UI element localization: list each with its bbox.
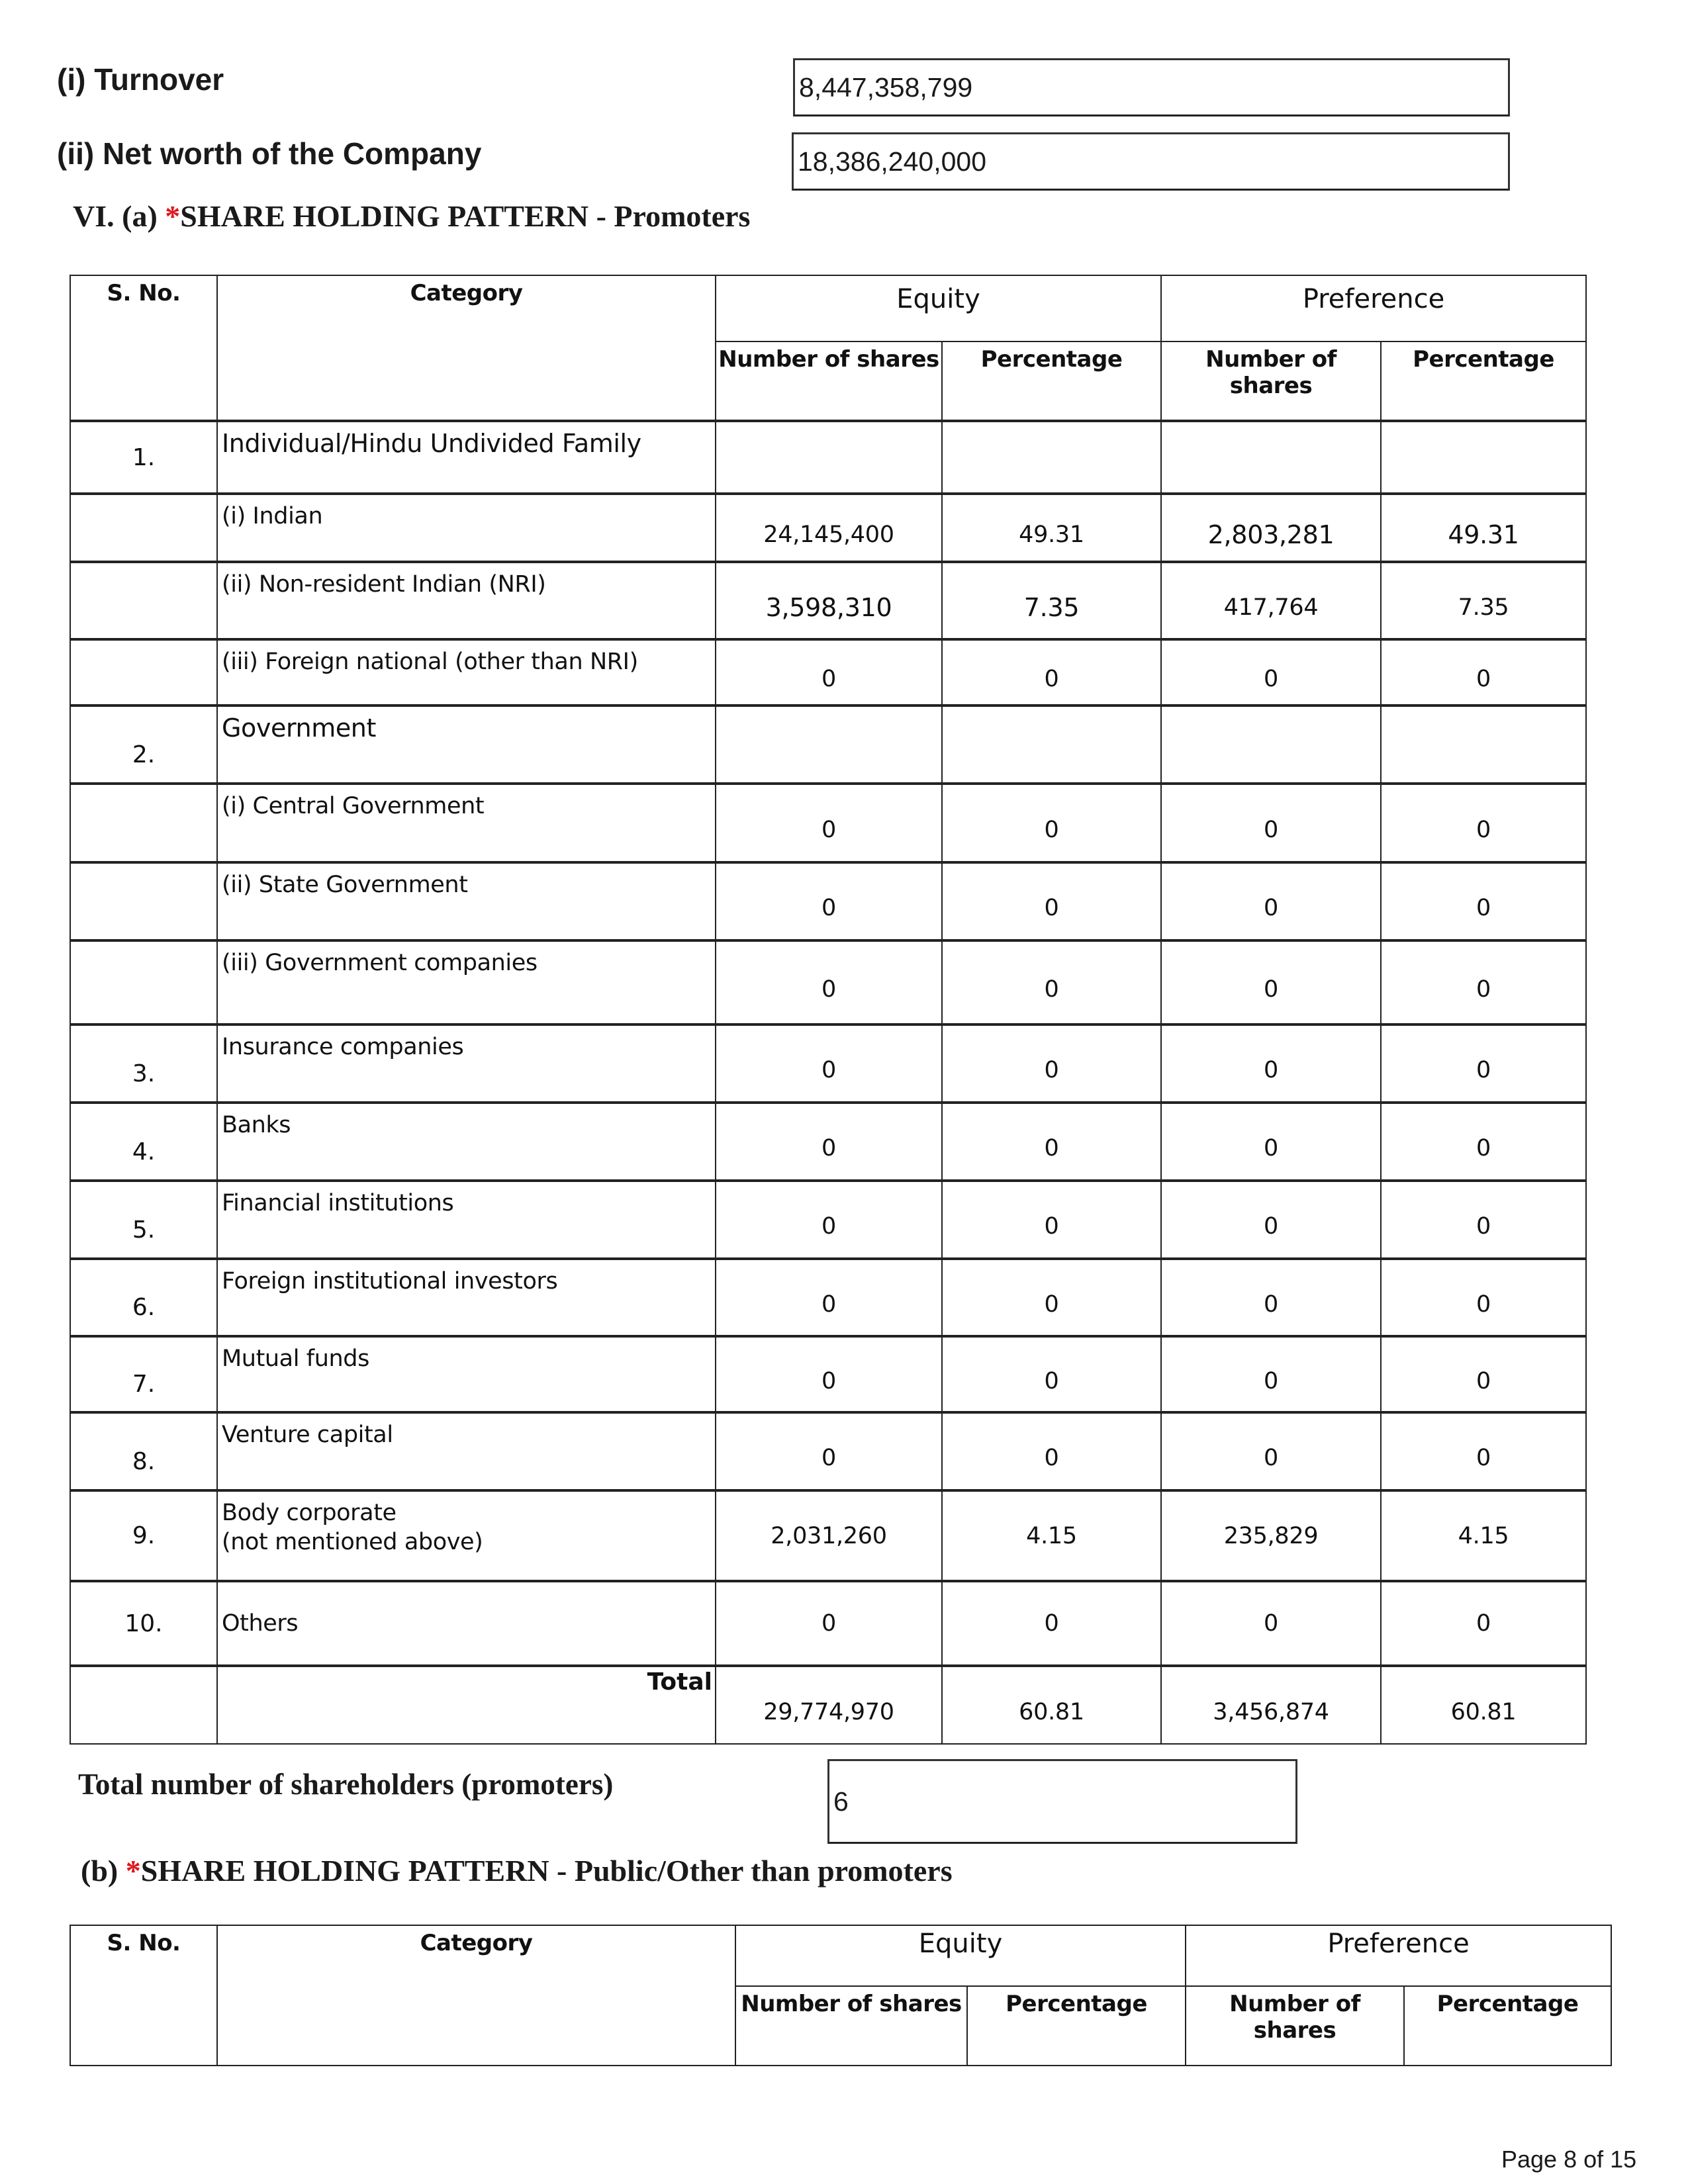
row-sno: 4. bbox=[70, 1103, 217, 1181]
equity-shares-cell: 0 bbox=[716, 1581, 942, 1666]
preference-percentage-cell: 0 bbox=[1381, 1412, 1586, 1490]
promoters-shareholding-table bbox=[70, 275, 1587, 1745]
table-row bbox=[70, 940, 1586, 1024]
preference-shares-cell bbox=[1161, 705, 1381, 784]
row-sno: 10. bbox=[70, 1581, 217, 1666]
equity-percentage-cell: 49.31 bbox=[942, 494, 1161, 562]
header-equity-shares: Number of shares bbox=[716, 341, 942, 421]
table-row bbox=[70, 1412, 1586, 1490]
section-a-title bbox=[73, 199, 750, 234]
preference-shares-cell: 417,764 bbox=[1161, 562, 1381, 639]
equity-percentage-cell: 0 bbox=[942, 1024, 1161, 1103]
equity-percentage-cell: 0 bbox=[942, 1181, 1161, 1259]
preference-percentage-cell: 0 bbox=[1381, 862, 1586, 940]
net-worth-field[interactable] bbox=[792, 132, 1510, 191]
row-category: Foreign institutional investors bbox=[217, 1259, 716, 1336]
header-category: Category bbox=[217, 275, 716, 421]
table-row bbox=[70, 1336, 1586, 1412]
turnover-label: (i) Turnover bbox=[57, 62, 224, 97]
row-sno: 9. bbox=[70, 1490, 217, 1581]
preference-percentage-cell bbox=[1381, 421, 1586, 494]
section-b-heading: SHARE HOLDING PATTERN - Public/Other than promoters bbox=[140, 1854, 953, 1888]
preference-percentage-cell: 0 bbox=[1381, 1181, 1586, 1259]
shareholders-count-label: Total number of shareholders (promoters) bbox=[78, 1768, 614, 1801]
preference-shares-cell: 0 bbox=[1161, 1024, 1381, 1103]
public-shareholding-table bbox=[70, 1925, 1612, 2066]
section-b-prefix: (b) bbox=[81, 1854, 126, 1888]
equity-percentage-cell: 0 bbox=[942, 639, 1161, 705]
preference-shares-cell: 0 bbox=[1161, 1581, 1381, 1666]
section-b-title bbox=[81, 1853, 953, 1888]
net-worth-label: (ii) Net worth of the Company bbox=[57, 136, 482, 171]
row-category: (iii) Foreign national (other than NRI) bbox=[217, 639, 716, 705]
total-preference-percentage: 60.81 bbox=[1381, 1666, 1586, 1744]
row-sno bbox=[70, 562, 217, 639]
row-category: (iii) Government companies bbox=[217, 940, 716, 1024]
table-row bbox=[70, 421, 1586, 494]
equity-shares-cell: 24,145,400 bbox=[716, 494, 942, 562]
total-equity-percentage: 60.81 bbox=[942, 1666, 1161, 1744]
preference-shares-cell: 0 bbox=[1161, 1336, 1381, 1412]
row-sno: 7. bbox=[70, 1336, 217, 1412]
equity-shares-cell: 2,031,260 bbox=[716, 1490, 942, 1581]
total-row bbox=[70, 1666, 1586, 1744]
table-row bbox=[70, 784, 1586, 862]
preference-percentage-cell: 0 bbox=[1381, 639, 1586, 705]
row-sno bbox=[70, 862, 217, 940]
preference-percentage-cell bbox=[1381, 705, 1586, 784]
equity-percentage-cell: 0 bbox=[942, 1336, 1161, 1412]
equity-shares-cell bbox=[716, 705, 942, 784]
row-category bbox=[217, 1490, 716, 1581]
page-number: Page 8 of 15 bbox=[1501, 2146, 1637, 2173]
preference-shares-cell: 0 bbox=[1161, 639, 1381, 705]
equity-percentage-cell: 0 bbox=[942, 1103, 1161, 1181]
equity-percentage-cell bbox=[942, 705, 1161, 784]
row-category: Insurance companies bbox=[217, 1024, 716, 1103]
required-asterisk: * bbox=[125, 1854, 141, 1888]
row-category-line2: (not mentioned above) bbox=[222, 1529, 483, 1555]
header-preference-percentage: Percentage bbox=[1404, 1986, 1611, 2066]
equity-shares-cell: 0 bbox=[716, 1336, 942, 1412]
equity-shares-cell: 0 bbox=[716, 1024, 942, 1103]
row-sno bbox=[70, 940, 217, 1024]
row-sno: 6. bbox=[70, 1259, 217, 1336]
row-category: Financial institutions bbox=[217, 1181, 716, 1259]
section-a-heading: SHARE HOLDING PATTERN - Promoters bbox=[180, 199, 751, 233]
header-category: Category bbox=[217, 1925, 735, 2066]
table-row bbox=[70, 1490, 1586, 1581]
equity-percentage-cell bbox=[942, 421, 1161, 494]
equity-shares-cell: 0 bbox=[716, 1103, 942, 1181]
table-row bbox=[70, 1024, 1586, 1103]
total-sno-cell bbox=[70, 1666, 217, 1744]
equity-percentage-cell: 7.35 bbox=[942, 562, 1161, 639]
preference-shares-cell: 0 bbox=[1161, 1103, 1381, 1181]
preference-percentage-cell: 49.31 bbox=[1381, 494, 1586, 562]
equity-shares-cell: 0 bbox=[716, 784, 942, 862]
table-row bbox=[70, 1581, 1586, 1666]
row-category: (i) Central Government bbox=[217, 784, 716, 862]
total-preference-shares: 3,456,874 bbox=[1161, 1666, 1381, 1744]
equity-shares-cell: 0 bbox=[716, 940, 942, 1024]
equity-shares-cell bbox=[716, 421, 942, 494]
equity-percentage-cell: 0 bbox=[942, 784, 1161, 862]
equity-percentage-cell: 0 bbox=[942, 1581, 1161, 1666]
header-equity: Equity bbox=[716, 275, 1161, 341]
table-row bbox=[70, 705, 1586, 784]
preference-percentage-cell: 0 bbox=[1381, 1103, 1586, 1181]
header-preference: Preference bbox=[1161, 275, 1586, 341]
row-category: (ii) Non-resident Indian (NRI) bbox=[217, 562, 716, 639]
preference-shares-cell: 2,803,281 bbox=[1161, 494, 1381, 562]
table-row bbox=[70, 862, 1586, 940]
table-row bbox=[70, 1181, 1586, 1259]
row-sno: 3. bbox=[70, 1024, 217, 1103]
header-preference: Preference bbox=[1186, 1925, 1611, 1986]
preference-shares-cell: 0 bbox=[1161, 862, 1381, 940]
net-worth-value: 18,386,240,000 bbox=[798, 146, 986, 177]
equity-percentage-cell: 4.15 bbox=[942, 1490, 1161, 1581]
row-category: Banks bbox=[217, 1103, 716, 1181]
preference-shares-cell: 0 bbox=[1161, 784, 1381, 862]
row-sno bbox=[70, 639, 217, 705]
header-equity-percentage: Percentage bbox=[942, 341, 1161, 421]
row-sno: 8. bbox=[70, 1412, 217, 1490]
preference-percentage-cell: 0 bbox=[1381, 940, 1586, 1024]
row-sno: 5. bbox=[70, 1181, 217, 1259]
equity-percentage-cell: 0 bbox=[942, 940, 1161, 1024]
table-row bbox=[70, 562, 1586, 639]
turnover-value: 8,447,358,799 bbox=[799, 71, 973, 103]
preference-percentage-cell: 7.35 bbox=[1381, 562, 1586, 639]
turnover-field[interactable] bbox=[793, 58, 1510, 116]
table-row bbox=[70, 1103, 1586, 1181]
preference-percentage-cell: 4.15 bbox=[1381, 1490, 1586, 1581]
preference-shares-cell: 0 bbox=[1161, 1259, 1381, 1336]
row-category: Government bbox=[217, 705, 716, 784]
row-sno: 1. bbox=[70, 421, 217, 494]
row-sno bbox=[70, 784, 217, 862]
total-label: Total bbox=[217, 1666, 716, 1744]
preference-percentage-cell: 0 bbox=[1381, 1024, 1586, 1103]
equity-shares-cell: 0 bbox=[716, 1259, 942, 1336]
header-equity-shares: Number of shares bbox=[735, 1986, 967, 2066]
row-sno bbox=[70, 494, 217, 562]
preference-shares-cell: 235,829 bbox=[1161, 1490, 1381, 1581]
shareholders-count-value: 6 bbox=[833, 1786, 849, 1817]
preference-shares-cell: 0 bbox=[1161, 940, 1381, 1024]
table-row bbox=[70, 1259, 1586, 1336]
table-row bbox=[70, 494, 1586, 562]
required-asterisk: * bbox=[165, 199, 181, 233]
header-sno: S. No. bbox=[70, 1925, 217, 2066]
header-preference-shares: Number of shares bbox=[1161, 341, 1381, 421]
preference-shares-cell: 0 bbox=[1161, 1412, 1381, 1490]
header-preference-shares: Number of shares bbox=[1186, 1986, 1404, 2066]
header-equity: Equity bbox=[735, 1925, 1186, 1986]
table-row bbox=[70, 639, 1586, 705]
row-category: Individual/Hindu Undivided Family bbox=[217, 421, 716, 494]
row-category: Venture capital bbox=[217, 1412, 716, 1490]
row-category-line1: Body corporate bbox=[222, 1500, 397, 1526]
equity-shares-cell: 0 bbox=[716, 639, 942, 705]
equity-shares-cell: 0 bbox=[716, 862, 942, 940]
preference-percentage-cell: 0 bbox=[1381, 1581, 1586, 1666]
header-equity-percentage: Percentage bbox=[967, 1986, 1186, 2066]
header-preference-percentage: Percentage bbox=[1381, 341, 1586, 421]
equity-percentage-cell: 0 bbox=[942, 1412, 1161, 1490]
equity-shares-cell: 0 bbox=[716, 1181, 942, 1259]
preference-shares-cell: 0 bbox=[1161, 1181, 1381, 1259]
preference-shares-cell bbox=[1161, 421, 1381, 494]
shareholders-count-field[interactable] bbox=[827, 1759, 1297, 1844]
total-equity-shares: 29,774,970 bbox=[716, 1666, 942, 1744]
preference-percentage-cell: 0 bbox=[1381, 784, 1586, 862]
row-sno: 2. bbox=[70, 705, 217, 784]
preference-percentage-cell: 0 bbox=[1381, 1259, 1586, 1336]
row-category: Others bbox=[217, 1581, 716, 1666]
header-sno: S. No. bbox=[70, 275, 217, 421]
equity-percentage-cell: 0 bbox=[942, 862, 1161, 940]
equity-shares-cell: 0 bbox=[716, 1412, 942, 1490]
preference-percentage-cell: 0 bbox=[1381, 1336, 1586, 1412]
row-category: (i) Indian bbox=[217, 494, 716, 562]
section-a-prefix: VI. (a) bbox=[73, 199, 165, 233]
row-category: (ii) State Government bbox=[217, 862, 716, 940]
row-category: Mutual funds bbox=[217, 1336, 716, 1412]
equity-shares-cell: 3,598,310 bbox=[716, 562, 942, 639]
equity-percentage-cell: 0 bbox=[942, 1259, 1161, 1336]
